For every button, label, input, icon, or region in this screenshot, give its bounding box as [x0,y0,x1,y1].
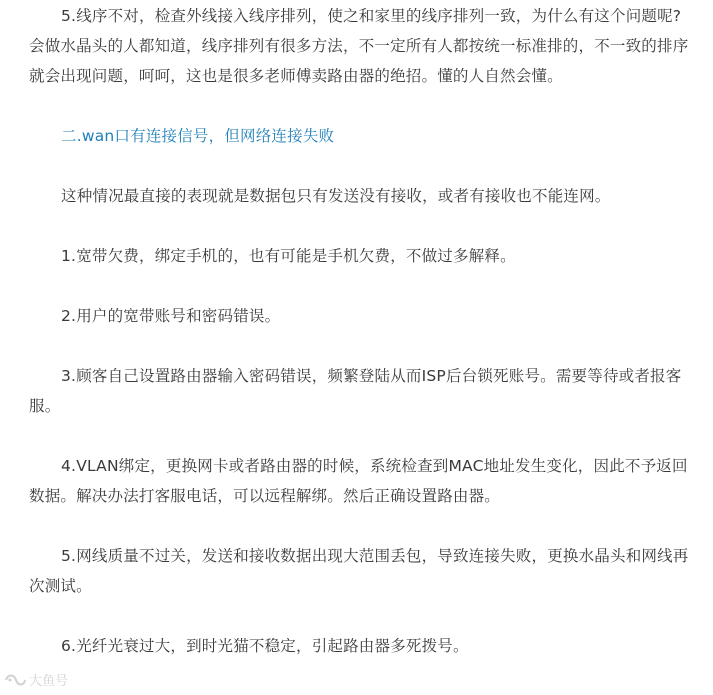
paragraph-intro: 这种情况最直接的表现就是数据包只有发送没有接收，或者有接收也不能连网。 [61,187,611,205]
list-item-3: 3.顾客自己设置路由器输入密码错误，频繁登陆从而ISP后台锁死账号。需要等待或者报客服。 [29,367,682,415]
article-body [29,0,691,661]
brand-logo-icon [4,672,26,688]
paragraph-wiring-order: 5.线序不对，检查外线接入线序排列，使之和家里的线序排列一致，为什么有这个问题呢?会做水晶头的人都知道，线序排列有很多方法，不一定所有人都按统一标准排的，不一致的排序就会出现问题，呵呵，这也是很多老师傅卖路由器的绝招。懂的人自然会懂。 [29,7,689,85]
watermark [4,670,68,689]
list-item-2: 2.用户的宽带账号和密码错误。 [61,307,281,325]
watermark-text: 大鱼号 [29,674,69,689]
list-item-5: 5.网线质量不过关，发送和接收数据出现大范围丢包，导致连接失败，更换水晶头和网线再次测试。 [29,547,689,595]
list-item-1: 1.宽带欠费，绑定手机的，也有可能是手机欠费，不做过多解释。 [61,247,516,265]
list-item-6: 6.光纤光衰过大，到时光猫不稳定，引起路由器多死拨号。 [61,637,469,655]
section-heading: 二.wan口有连接信号，但网络连接失败 [61,127,335,145]
list-item-4: 4.VLAN绑定，更换网卡或者路由器的时候，系统检查到MAC地址发生变化，因此不予返回数据。解决办法打客服电话，可以远程解绑。然后正确设置路由器。 [29,457,688,505]
